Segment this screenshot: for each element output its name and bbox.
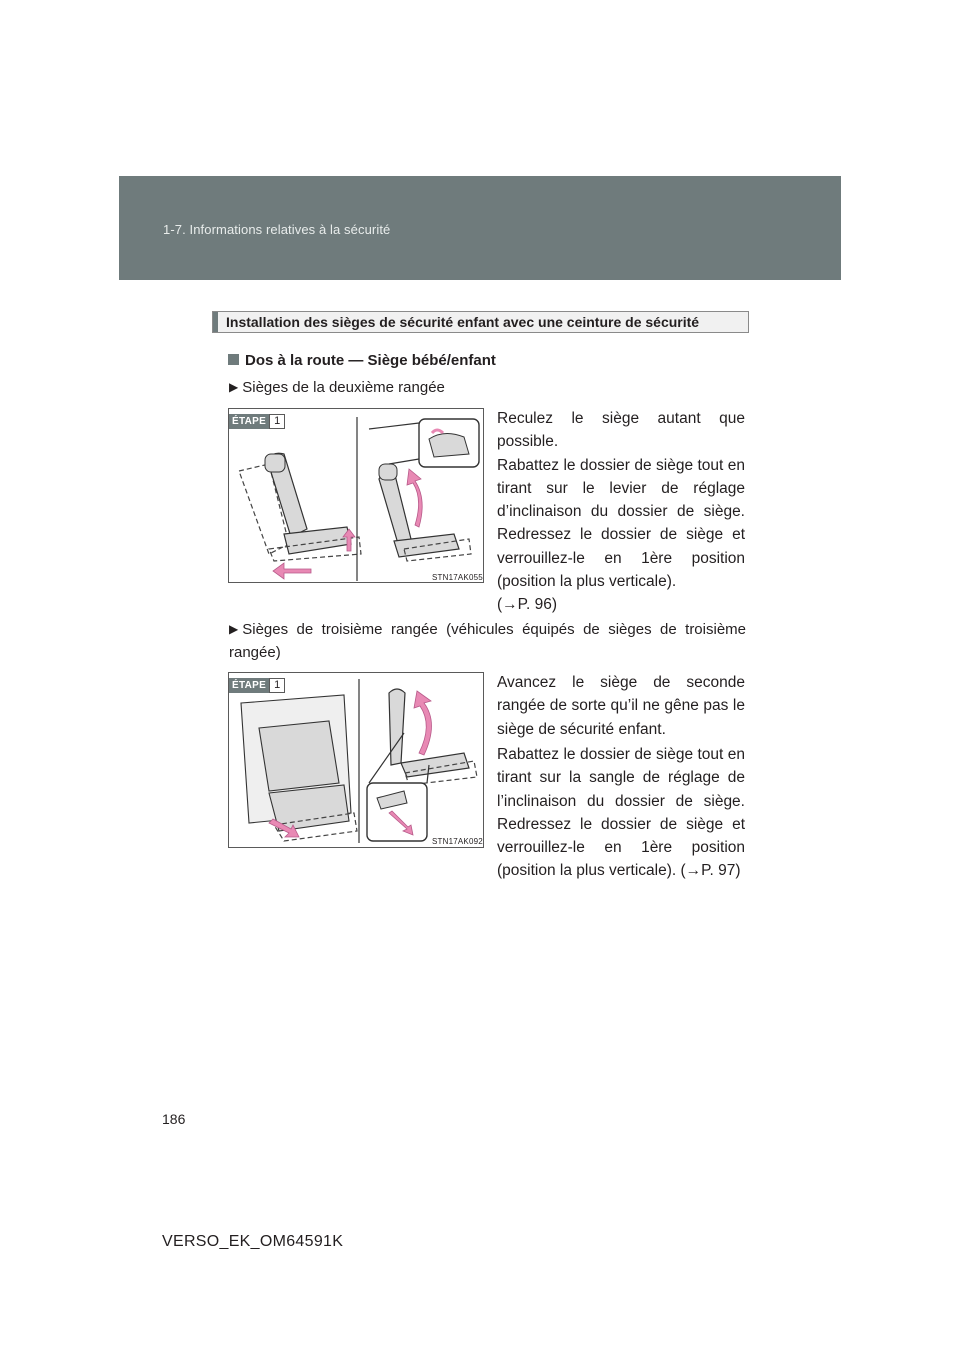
bullet-third-row-text: Sièges de troisième rangée (véhicules équipés de sièges de troisième rangée) [229,621,746,661]
triangle-bullet-icon: ▶ [229,622,239,636]
third-row-seat-illustration [229,673,484,848]
section-title-box [212,311,749,333]
step-label: ÉTAPE [229,678,269,693]
step-number: 1 [269,678,285,693]
document-code: VERSO_EK_OM64591K [162,1233,344,1250]
subsection-title [228,352,496,369]
seat-recline-illustration [229,409,484,583]
instruction-third-row-2-text: Rabattez le dossier de siège tout en tirant sur la sangle de réglage de l’inclinaison du dossier de siège. Redressez le dossier de siège et verrouillez-le en 1ère position (position la plus verticale). (→P. 97) [497,746,745,880]
figure-third-row-seat [228,672,484,848]
step-number: 1 [269,414,285,429]
bullet-second-row-text: Sièges de la deuxième rangée [242,379,445,396]
page-number: 186 [162,1111,186,1127]
instruction-third-row-1-text: Avancez le siège de seconde rangée de sorte qu’il ne gêne pas le siège de sécurité enfant. [497,674,745,738]
figure-code: STN17AK092 [432,837,483,846]
square-bullet-icon [228,354,239,365]
breadcrumb: 1-7. Informations relatives à la sécurité [163,222,391,237]
triangle-bullet-icon: ▶ [229,380,239,394]
step-label: ÉTAPE [229,414,269,429]
instruction-second-row-text: Reculez le siège autant que possible. Rabattez le dossier de siège tout en tirant sur le levier de réglage d’inclinaison du dossier de siège. Redressez le dossier de siège et verrouillez-le en 1ère position (position la plus verticale). (→P. 96) [497,410,745,614]
bullet-third-row [229,618,746,664]
section-title: Installation des sièges de sécurité enfant avec une ceinture de sécurité [226,314,700,330]
bullet-second-row [229,376,445,399]
instruction-third-row-1 [497,671,745,741]
instruction-second-row [497,407,745,617]
figure-code: STN17AK055 [432,573,483,582]
instruction-third-row-2 [497,743,745,883]
figure-second-row-seat [228,408,484,583]
subsection-title-text: Dos à la route — Siège bébé/enfant [245,352,496,369]
section-title-bar [213,312,218,332]
